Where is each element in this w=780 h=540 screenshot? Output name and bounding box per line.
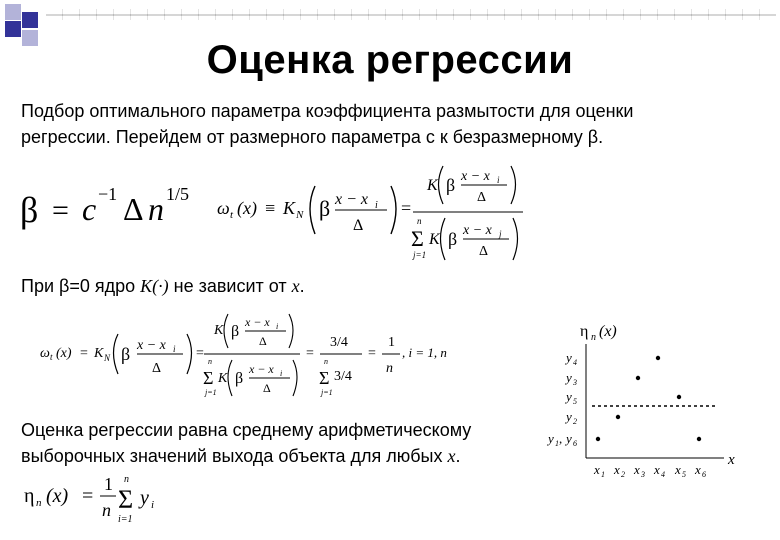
- svg-text:=: =: [80, 346, 88, 361]
- y-tick-label: y: [548, 431, 554, 446]
- svg-text:Δ: Δ: [259, 334, 267, 348]
- svg-text:(x): (x): [599, 323, 617, 340]
- svg-text:j=1: j=1: [413, 250, 427, 260]
- y-tick-sub: 5: [573, 397, 577, 406]
- conclusion-paragraph: [21, 417, 541, 469]
- x-tick-sub: 2: [621, 470, 625, 479]
- conclusion-line-2: выборочных значений выхода объекта для любых x.: [21, 446, 461, 466]
- sum-sign: Σ: [411, 226, 424, 251]
- svg-text:=: =: [82, 485, 94, 507]
- y-tick-label: y: [566, 409, 572, 424]
- svg-text:i: i: [276, 322, 279, 331]
- y-tick-sub: 1: [555, 439, 559, 448]
- svg-text:=: =: [196, 346, 204, 361]
- y-tick-sub: 2: [573, 417, 577, 426]
- x-tick-sub: 5: [682, 470, 686, 479]
- svg-text:η: η: [24, 485, 35, 507]
- svg-text:Σ: Σ: [203, 368, 214, 388]
- svg-text:N: N: [104, 353, 111, 363]
- svg-text:K: K: [214, 323, 224, 338]
- svg-text:n: n: [417, 216, 422, 226]
- intro-line-1: Подбор оптимального параметра коэффициента размытости для оценки: [21, 101, 634, 121]
- plot-ylabel: η: [580, 323, 589, 340]
- svg-text:K: K: [427, 177, 438, 194]
- svg-text:i=1: i=1: [118, 514, 133, 525]
- y-tick-label: y: [566, 370, 572, 385]
- beta-n-exp: 1/5: [166, 184, 190, 204]
- svg-text:(x): (x): [237, 198, 257, 218]
- intro-line-2: регрессии. Перейдем от размерного параметра с к безразмерному β.: [21, 127, 604, 147]
- x-tick-sub: 6: [702, 470, 706, 479]
- svg-text:i: i: [280, 369, 283, 378]
- svg-text:i: i: [497, 175, 500, 185]
- svg-text:(x): (x): [56, 346, 72, 361]
- regression-plot: [536, 318, 746, 486]
- svg-text:n: n: [208, 357, 212, 366]
- y-tick-sub: 6: [573, 439, 577, 448]
- svg-text:j=1: j=1: [205, 388, 217, 397]
- svg-text:ω: ω: [40, 346, 50, 361]
- svg-text:N: N: [296, 209, 304, 221]
- svg-text:K: K: [94, 346, 104, 361]
- y-tick-sub: 3: [573, 378, 577, 387]
- beta-n: n: [148, 191, 164, 227]
- svg-text:β: β: [446, 175, 456, 195]
- beta-formula: [18, 178, 198, 238]
- beta-delta: Δ: [123, 191, 144, 227]
- weight-formula: [215, 160, 535, 268]
- svg-text:β: β: [121, 344, 131, 364]
- svg-text:β: β: [319, 196, 331, 221]
- svg-text:Δ: Δ: [263, 381, 271, 395]
- svg-text:n: n: [124, 474, 129, 485]
- beta-lhs: β: [20, 190, 39, 230]
- svg-text:Σ: Σ: [118, 485, 134, 514]
- header-rule-segments: [46, 9, 776, 20]
- plot-xlabel: x: [728, 452, 735, 468]
- x-tick-sub: 1: [601, 470, 605, 479]
- svg-text:x − x: x − x: [335, 191, 368, 208]
- svg-text:t: t: [230, 209, 234, 221]
- svg-text:i: i: [151, 499, 155, 511]
- svg-text:β: β: [235, 370, 244, 387]
- svg-text:y: y: [140, 487, 149, 509]
- svg-text:K: K: [429, 231, 440, 248]
- svg-text:j: j: [499, 229, 502, 239]
- svg-text:β: β: [231, 323, 240, 340]
- omega-symbol: ω: [217, 198, 230, 218]
- x-tick-label: x: [695, 462, 701, 477]
- svg-text:=: =: [368, 346, 376, 361]
- x-tick-label: x: [654, 462, 660, 477]
- x-tick-label: x: [594, 462, 600, 477]
- svg-text:n: n: [102, 500, 111, 520]
- svg-text:x − x: x − x: [249, 362, 274, 376]
- intro-paragraph: [21, 98, 741, 150]
- svg-text:x − x: x − x: [137, 338, 166, 353]
- svg-text:≡: ≡: [265, 198, 276, 218]
- data-point: [697, 437, 701, 441]
- svg-text:x − x: x − x: [463, 223, 492, 238]
- data-point: [636, 376, 640, 380]
- weight-beta0-formula: [38, 312, 468, 402]
- svg-text:K: K: [283, 198, 296, 218]
- slide-title: Оценка регрессии: [206, 38, 574, 82]
- svg-text:3/4: 3/4: [330, 335, 348, 350]
- svg-text:x − x: x − x: [245, 315, 270, 329]
- svg-text:j=1: j=1: [321, 388, 333, 397]
- svg-text:, i = 1, n: , i = 1, n: [402, 345, 447, 360]
- x-tick-sub: 3: [641, 470, 645, 479]
- eta-formula: [22, 470, 202, 530]
- svg-text:1: 1: [388, 335, 395, 350]
- beta-eq: =: [52, 194, 69, 227]
- svg-text:=: =: [401, 198, 412, 218]
- svg-text:i: i: [375, 200, 378, 211]
- y-tick-label: y: [566, 389, 572, 404]
- svg-text:Δ: Δ: [353, 217, 364, 234]
- svg-text:β: β: [448, 229, 458, 249]
- svg-text:=: =: [306, 346, 314, 361]
- svg-text:n: n: [324, 357, 328, 366]
- svg-text:Σ: Σ: [319, 368, 330, 388]
- data-point: [677, 395, 681, 399]
- data-point: [656, 356, 660, 360]
- svg-text:i: i: [173, 344, 176, 354]
- y-tick-label: y: [566, 431, 572, 446]
- svg-text:n: n: [386, 361, 393, 376]
- svg-text:1: 1: [104, 474, 113, 494]
- svg-text:3/4: 3/4: [334, 369, 352, 384]
- data-point: [596, 437, 600, 441]
- beta-c: c: [82, 191, 97, 227]
- svg-text:(x): (x): [46, 485, 69, 507]
- svg-text:n: n: [36, 497, 42, 509]
- x-tick-sub: 4: [661, 470, 665, 479]
- svg-text:x − x: x − x: [461, 169, 490, 184]
- svg-text:Δ: Δ: [479, 244, 489, 259]
- svg-text:t: t: [50, 352, 53, 362]
- beta-zero-line: При β=0 ядро K(·) не зависит от x.: [21, 276, 305, 296]
- conclusion-line-1: Оценка регрессии равна среднему арифметическому: [21, 420, 472, 440]
- x-tick-label: x: [614, 462, 620, 477]
- y-tick-comma: ,: [559, 431, 563, 446]
- x-tick-label: x: [634, 462, 640, 477]
- y-tick-sub: 4: [573, 358, 577, 367]
- svg-text:n: n: [591, 332, 596, 343]
- data-point: [616, 415, 620, 419]
- svg-text:Δ: Δ: [477, 190, 487, 205]
- y-tick-label: y: [566, 350, 572, 365]
- x-tick-label: x: [675, 462, 681, 477]
- svg-text:Δ: Δ: [152, 361, 162, 376]
- svg-text:K: K: [218, 371, 228, 386]
- beta-c-exp: −1: [98, 184, 118, 204]
